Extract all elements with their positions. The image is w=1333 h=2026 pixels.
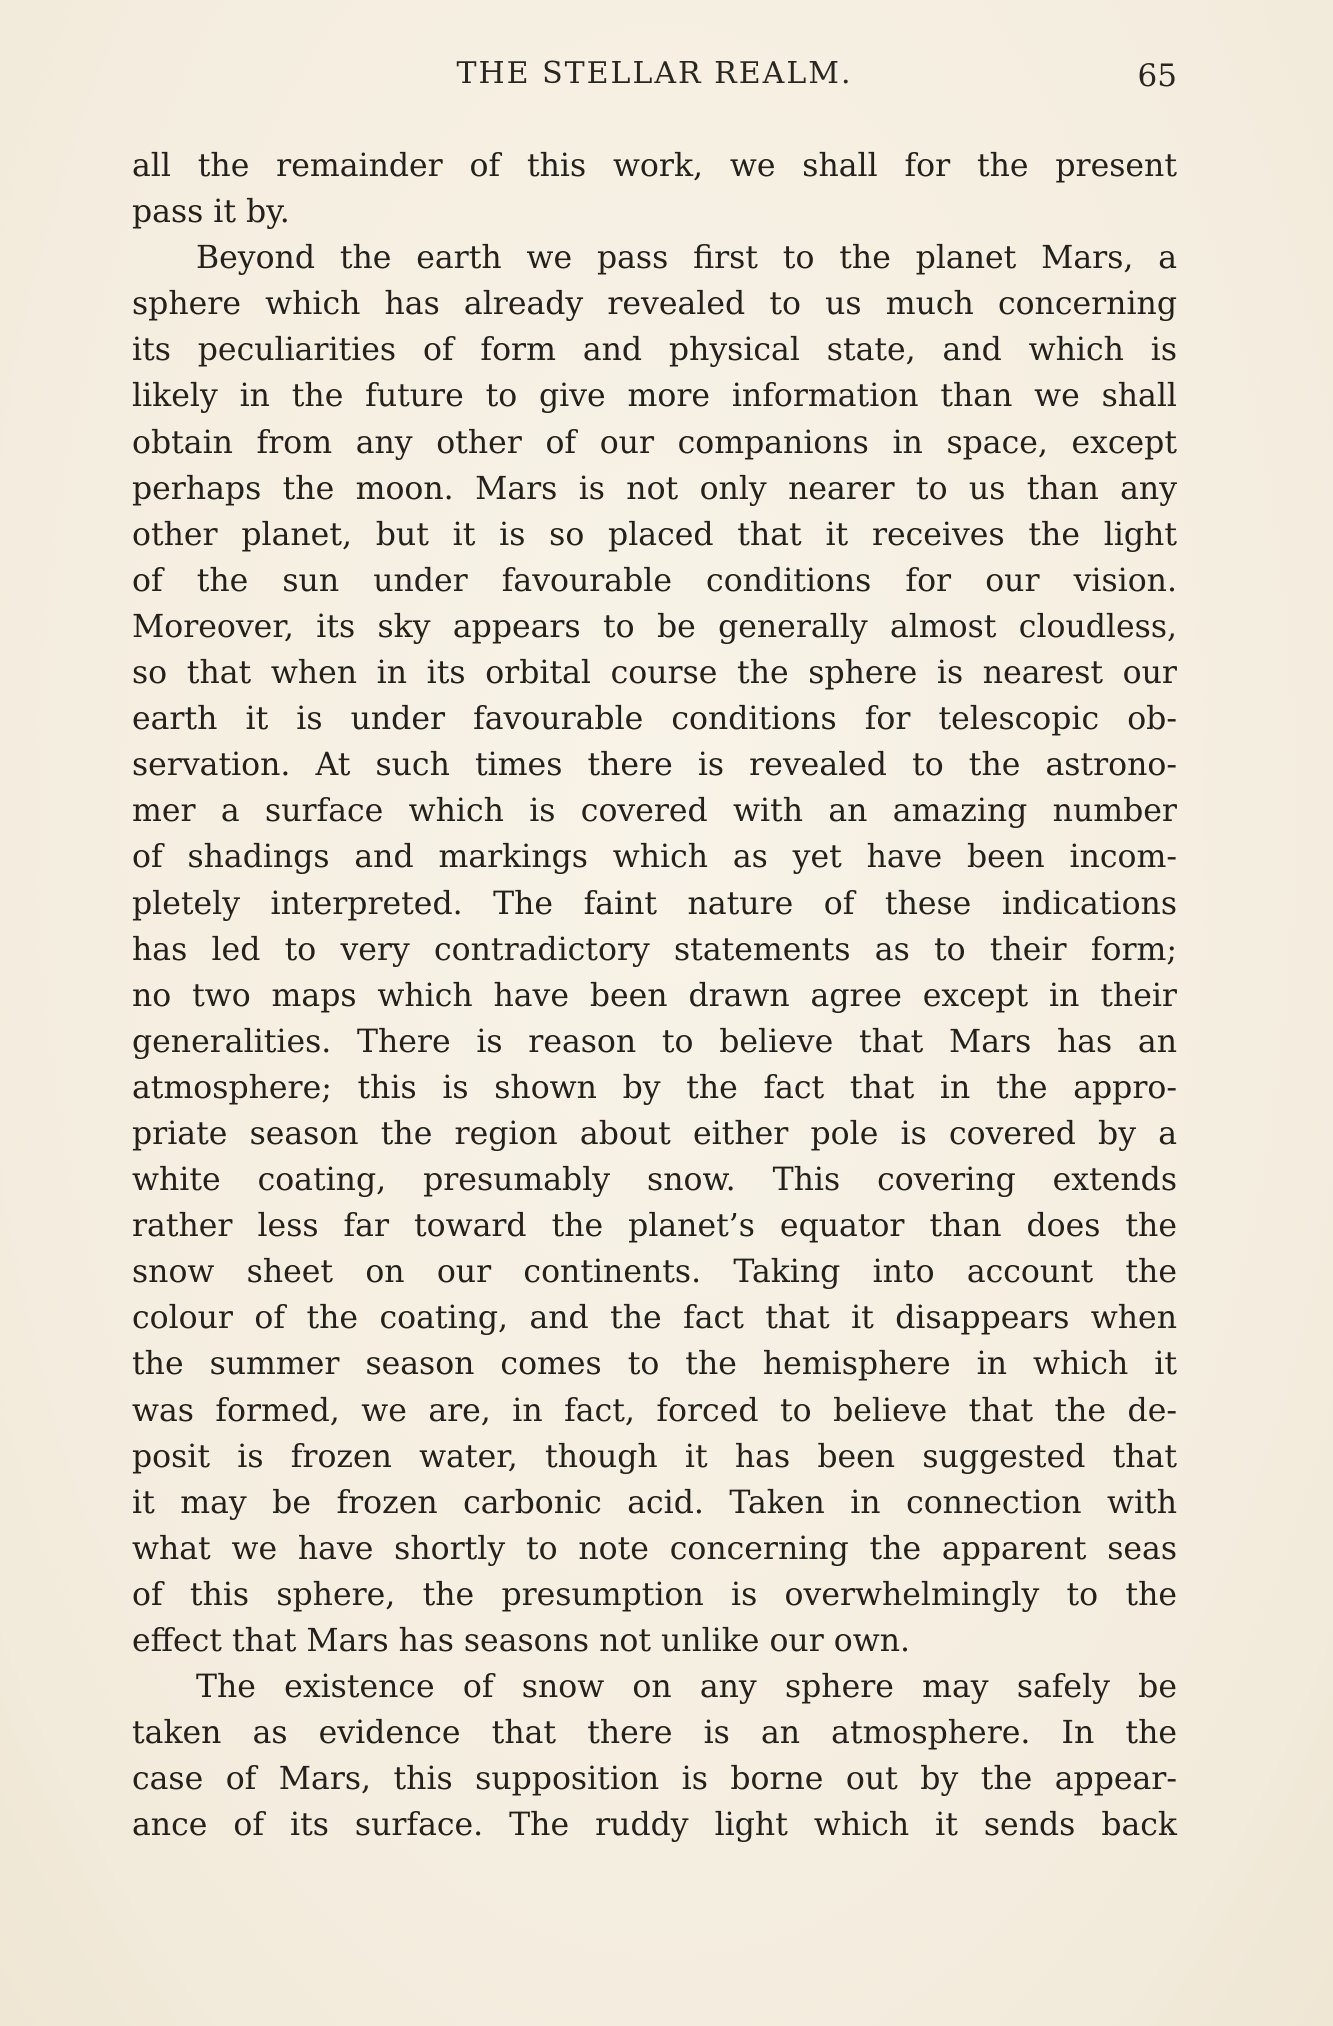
body-text (132, 143, 1177, 1848)
text-line: posit is frozen water, though it has been suggested that (132, 1438, 1177, 1475)
running-title: THE STELLAR REALM. (456, 56, 853, 91)
paragraph (132, 1664, 1177, 1848)
text-line: Moreover, its sky appears to be generally almost cloudless, (132, 608, 1177, 645)
text-line: atmosphere; this is shown by the fact that in the appro- (132, 1069, 1177, 1106)
text-line: likely in the future to give more information than we shall (132, 378, 1177, 415)
text-line: of shadings and markings which as yet have been incom- (132, 839, 1177, 876)
text-line: white coating, presumably snow. This covering extends (132, 1162, 1177, 1199)
text-line: perhaps the moon. Mars is not only nearer to us than any (132, 470, 1177, 507)
text-line: all the remainder of this work, we shall for the present (132, 148, 1177, 184)
text-line: has led to very contradictory statements as to their form; (132, 931, 1177, 968)
text-line: priate season the region about either pole is covered by a (132, 1115, 1177, 1152)
text-line: sphere which has already revealed to us much concerning (132, 286, 1177, 323)
text-line: the summer season comes to the hemisphere in which it (132, 1346, 1177, 1383)
text-line: snow sheet on our continents. Taking into account the (132, 1254, 1177, 1291)
text-line: earth it is under favourable conditions for telescopic ob- (132, 701, 1177, 738)
text-line: it may be frozen carbonic acid. Taken in connection with (132, 1484, 1177, 1521)
text-line: pass it by. (132, 194, 290, 231)
paragraph (132, 235, 1177, 1664)
text-line: mer a surface which is covered with an amazing number (132, 793, 1177, 830)
page-number: 65 (1137, 58, 1177, 94)
text-line: rather less far toward the planet’s equator than does the (132, 1208, 1177, 1245)
text-line: generalities. There is reason to believe that Mars has an (132, 1023, 1177, 1060)
text-line: pletely interpreted. The faint nature of these indications (132, 885, 1177, 922)
text-line: was formed, we are, in fact, forced to believe that the de- (132, 1392, 1177, 1429)
running-head (132, 56, 1177, 106)
text-line: of this sphere, the presumption is overwhelmingly to the (132, 1576, 1177, 1613)
paragraph (132, 143, 1177, 235)
text-line: effect that Mars has seasons not unlike our own. (132, 1623, 911, 1659)
text-line: other planet, but it is so placed that it receives the light (132, 516, 1177, 553)
text-line: its peculiarities of form and physical state, and which is (132, 332, 1177, 369)
text-line: Beyond the earth we pass first to the planet Mars, a (196, 240, 1177, 277)
text-line: obtain from any other of our companions in space, except (132, 424, 1177, 461)
text-line: colour of the coating, and the fact that it disappears when (132, 1300, 1177, 1337)
text-line: servation. At such times there is revealed to the astrono- (132, 747, 1177, 784)
text-line: ance of its surface. The ruddy light which it sends back (132, 1807, 1177, 1844)
text-line: The existence of snow on any sphere may safely be (196, 1669, 1177, 1706)
text-line: no two maps which have been drawn agree except in their (132, 977, 1177, 1014)
text-line: of the sun under favourable conditions for our vision. (132, 562, 1177, 599)
text-line: taken as evidence that there is an atmosphere. In the (132, 1715, 1177, 1752)
text-line: case of Mars, this supposition is borne out by the appear- (132, 1761, 1177, 1798)
text-line: what we have shortly to note concerning the apparent seas (132, 1530, 1177, 1567)
text-line: so that when in its orbital course the sphere is nearest our (132, 655, 1177, 692)
